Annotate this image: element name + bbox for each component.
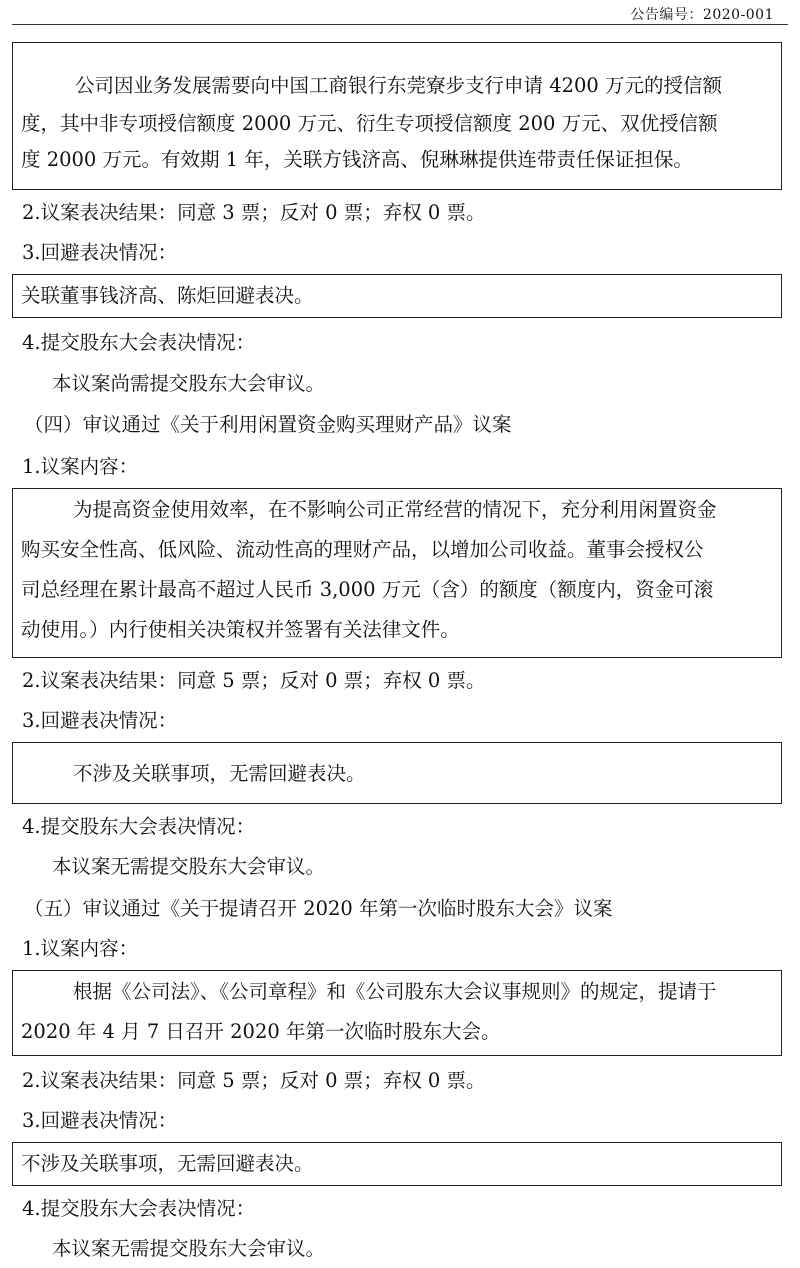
avoidance-label: 3.回避表决情况： [22,709,178,732]
proposal-content-box-credit [12,42,782,190]
box-text-line: 购买安全性高、低风险、流动性高的理财产品，以增加公司收益。董事会授权公 [21,538,704,561]
box-text-line: 度 2000 万元。有效期 1 年，关联方钱济高、倪琳琳提供连带责任保证担保。 [21,148,693,171]
proposal-content-box-meeting [12,970,782,1056]
box-text-line: 不涉及关联事项，无需回避表决。 [21,1152,314,1175]
section-title-4: （四）审议通过《关于利用闲置资金购买理财产品》议案 [24,413,512,436]
avoidance-label: 3.回避表决情况： [22,1109,178,1132]
content-label: 1.议案内容： [22,455,139,478]
box-text-line: 不涉及关联事项，无需回避表决。 [73,762,366,785]
avoidance-box [12,742,782,804]
box-text-line: 司总经理在累计最高不超过人民币 3,000 万元（含）的额度（额度内，资金可滚 [21,578,714,601]
vote-result: 2.议案表决结果：同意 5 票；反对 0 票；弃权 0 票。 [22,1069,486,1092]
submission-text: 本议案尚需提交股东大会审议。 [52,372,326,395]
box-text-line: 度，其中非专项授信额度 2000 万元、衍生专项授信额度 200 万元、双优授信额 [21,112,718,135]
submission-label: 4.提交股东大会表决情况： [22,815,256,838]
avoidance-label: 3.回避表决情况： [22,241,178,264]
section-title-5: （五）审议通过《关于提请召开 2020 年第一次临时股东大会》议案 [24,897,613,920]
submission-text: 本议案无需提交股东大会审议。 [52,1237,326,1260]
submission-text: 本议案无需提交股东大会审议。 [52,855,326,878]
announcement-number: 公告编号：2020-001 [630,7,774,23]
vote-result: 2.议案表决结果：同意 3 票；反对 0 票；弃权 0 票。 [22,201,486,224]
box-text-line: 关联董事钱济高、陈炬回避表决。 [21,284,314,307]
avoidance-box [12,1142,782,1186]
box-text-line: 动使用。）内行使相关决策权并签署有关法律文件。 [21,618,460,641]
box-text-line: 根据《公司法》、《公司章程》和《公司股东大会议事规则》的规定，提请于 [73,980,717,1003]
box-text-line: 2020 年 4 月 7 日召开 2020 年第一次临时股东大会。 [21,1020,501,1043]
avoidance-box [12,274,782,318]
vote-result: 2.议案表决结果：同意 5 票；反对 0 票；弃权 0 票。 [22,669,486,692]
content-label: 1.议案内容： [22,937,139,960]
submission-label: 4.提交股东大会表决情况： [22,1197,256,1220]
box-text-line: 公司因业务发展需要向中国工商银行东莞寮步支行申请 4200 万元的授信额 [75,74,723,97]
submission-label: 4.提交股东大会表决情况： [22,331,256,354]
header-divider [12,24,788,25]
box-text-line: 为提高资金使用效率，在不影响公司正常经营的情况下，充分利用闲置资金 [73,498,717,521]
proposal-content-box-wealth [12,488,782,658]
